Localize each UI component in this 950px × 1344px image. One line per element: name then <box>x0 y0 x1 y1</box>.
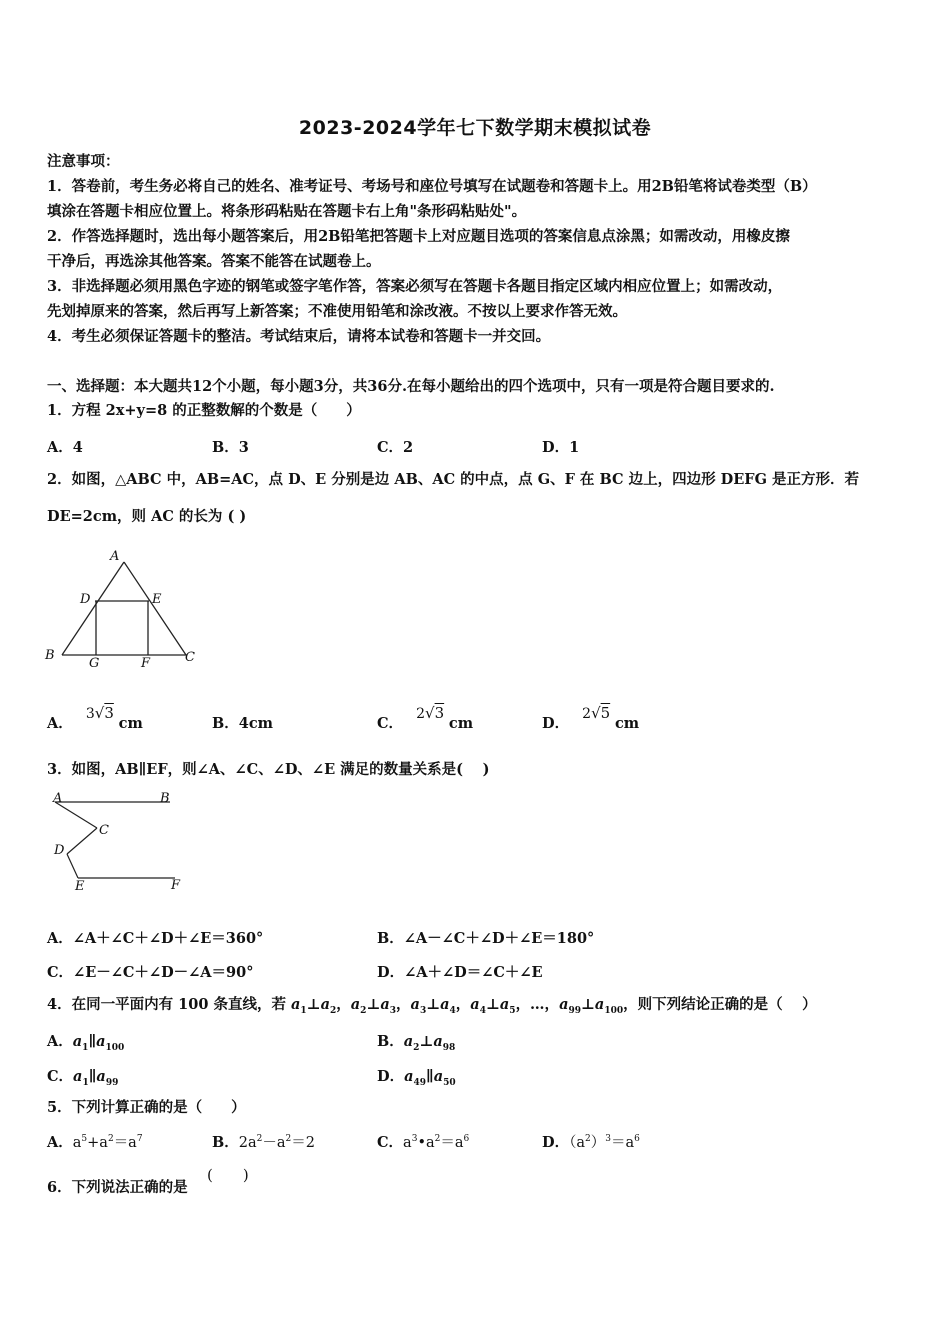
q2-label-b: B <box>45 648 55 663</box>
section-heading: 一、选择题：本大题共12个小题，每小题3分，共36分.在每小题给出的四个选项中，只有一项是符合题目要求的. <box>47 378 775 395</box>
q2-label-f: F <box>141 656 151 671</box>
q3-option-c: C．∠E－∠C＋∠D－∠A＝90° <box>47 964 254 981</box>
q3-label-c: C <box>99 823 109 838</box>
q2-label-c: C <box>185 650 195 665</box>
notice-line-3: 2．作答选择题时，选出每小题答案后，用2B铅笔把答题卡上对应题目选项的答案信息点涂黑；如需改动，用橡皮擦 <box>47 228 790 245</box>
q2-label-a: A <box>110 549 120 564</box>
q3-stem: 3．如图，AB∥EF，则∠A、∠C、∠D、∠E 满足的数量关系是( ) <box>47 761 490 778</box>
q6-stem: 6．下列说法正确的是 <box>47 1179 188 1196</box>
q4-option-b: B．$a_2\perp a_{98}$ <box>377 1033 456 1053</box>
q2-label-e: E <box>152 592 162 607</box>
q3-option-a: A．∠A＋∠C＋∠D＋∠E＝360° <box>47 930 264 947</box>
notice-line-4: 干净后，再选涂其他答案。答案不能答在试题卷上。 <box>47 253 381 270</box>
q2-option-c-radical: 2√3 <box>416 704 445 722</box>
q3-option-b: B．∠A－∠C＋∠D＋∠E＝180° <box>377 930 595 947</box>
q2-triangle-figure <box>40 545 210 670</box>
q4-option-c: C．$a_1\parallel a_{99}$ <box>47 1068 119 1088</box>
q5-option-a: A．$a^5+a^2=a^7$ <box>47 1134 143 1151</box>
q2-label-d: D <box>80 592 91 607</box>
q1-stem: 1．方程 2x+y=8 的正整数解的个数是（ ） <box>47 402 361 419</box>
q3-label-a: A <box>53 791 63 806</box>
q1-option-a: A．4 <box>47 439 83 456</box>
q5-option-b: B．$2a^2-a^2=2$ <box>212 1134 315 1151</box>
notice-line-7: 4．考生必须保证答题卡的整洁。考试结束后，请将本试卷和答题卡一并交回。 <box>47 328 551 345</box>
q3-label-e: E <box>75 879 85 894</box>
q4-stem: 4．在同一平面内有 100 条直线，若 $a_1\perp a_2$，$a_2\perp a_3$，$a_3\perp a_4$，$a_4\perp a_5$，…，$a_{99}\perp a_{100}$，则下列结论正确的是（ ） <box>47 996 817 1016</box>
q5-option-d: D．$(a^2)^3=a^6$ <box>542 1134 640 1151</box>
q3-label-f: F <box>171 878 181 893</box>
q2-stem-line2: DE=2cm，则 AC 的长为 ( ) <box>47 508 247 525</box>
q2-option-c: C． 2√3 cm <box>377 704 474 732</box>
q2-stem-line1: 2．如图，△ABC 中，AB=AC，点 D、E 分别是边 AB、AC 的中点，点 G、F 在 BC 边上，四边形 DEFG 是正方形．若 <box>47 471 859 488</box>
q2-option-d: D． 2√5 cm <box>542 704 640 732</box>
notice-line-6: 先划掉原来的答案，然后再写上新答案；不准使用铅笔和涂改液。不按以上要求作答无效。 <box>47 303 627 320</box>
q2-option-a-radical: 3√3 <box>85 704 114 722</box>
q5-stem: 5．下列计算正确的是（ ） <box>47 1099 246 1116</box>
q3-label-d: D <box>54 843 65 858</box>
notice-heading: 注意事项： <box>47 153 120 170</box>
q2-label-g: G <box>89 656 100 671</box>
notice-line-1: 1．答卷前，考生务必将自己的姓名、准考证号、考场号和座位号填写在试题卷和答题卡上。用2B铅笔将试卷类型（B） <box>47 178 817 195</box>
q5-option-c: C．$a^3•a^2=a^6$ <box>377 1134 470 1151</box>
q1-option-c: C．2 <box>377 439 414 456</box>
q3-option-d: D．∠A＋∠D＝∠C＋∠E <box>377 964 543 981</box>
q6-paren: ( ) <box>207 1166 249 1184</box>
q2-option-b: B．4cm <box>212 715 274 732</box>
q4-option-d: D．$a_{49}\parallel a_{50}$ <box>377 1068 456 1088</box>
page-title: 2023-2024学年七下数学期末模拟试卷 <box>298 117 652 139</box>
q4-option-a: A．$a_1\parallel a_{100}$ <box>47 1033 125 1053</box>
q3-label-b: B <box>160 791 170 806</box>
q3-parallel-figure <box>45 790 195 895</box>
notice-line-5: 3．非选择题必须用黑色字迹的钢笔或签字笔作答，答案必须写在答题卡各题目指定区域内相应位置上；如需改动， <box>47 278 783 295</box>
q2-option-a: A． 3√3 cm <box>47 704 143 732</box>
q1-option-b: B．3 <box>212 439 249 456</box>
q1-option-d: D．1 <box>542 439 580 456</box>
notice-line-2: 填涂在答题卡相应位置上。将条形码粘贴在答题卡右上角"条形码粘贴处"。 <box>47 203 527 220</box>
q2-option-d-radical: 2√5 <box>582 704 611 722</box>
